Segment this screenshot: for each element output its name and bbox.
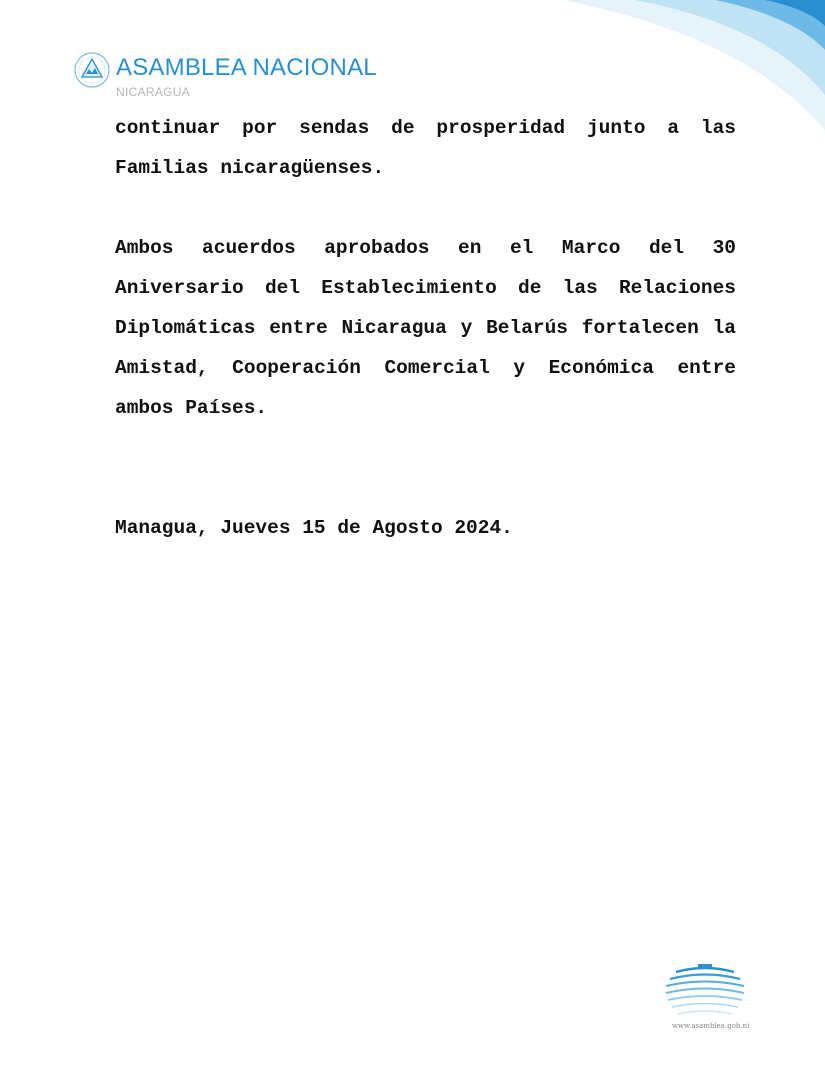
document-body <box>115 108 736 548</box>
organization-country: NICARAGUA <box>116 85 191 99</box>
assembly-hemicycle-icon <box>662 962 748 1018</box>
organization-name: ASAMBLEA NACIONAL <box>116 54 377 81</box>
coat-of-arms-icon <box>74 52 110 88</box>
paragraph-agreements: Ambos acuerdos aprobados en el Marco del 30 Aniversario del Establecimiento de las Relaciones Diplomáticas entre Nicaragua y Belarús fortalecen la Amistad, Cooperación Comercial y Económica entre ambos Países. <box>115 237 736 419</box>
date-line: Managua, Jueves 15 de Agosto 2024. <box>115 517 513 539</box>
letterhead <box>74 52 434 102</box>
website-url: www.asamblea.gob.ni <box>672 1022 750 1030</box>
paragraph-continuation: continuar por sendas de prosperidad junto a las Familias nicaragüenses. <box>115 117 736 179</box>
